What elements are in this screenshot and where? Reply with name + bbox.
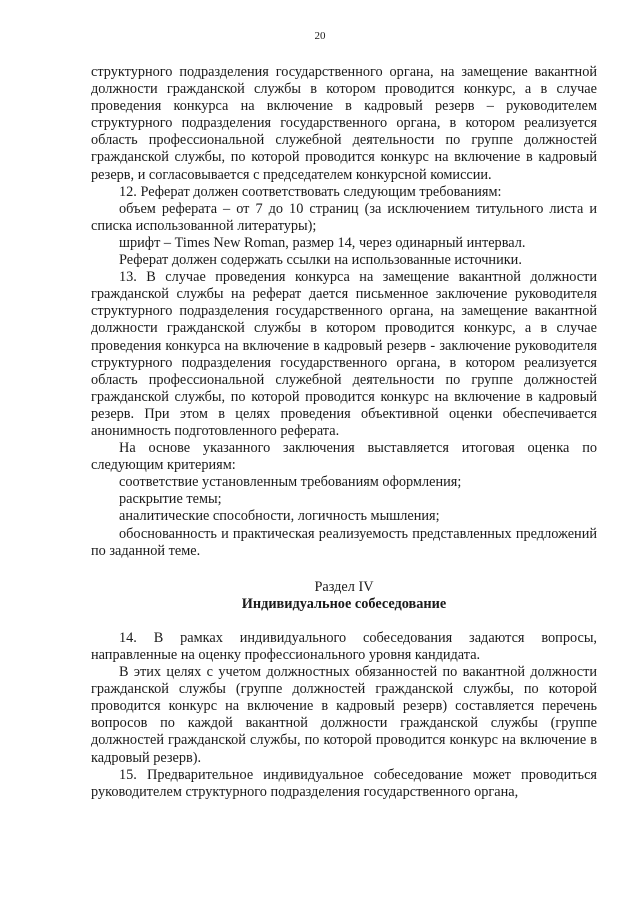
paragraph-group-after <box>91 630 597 801</box>
document-body <box>91 64 597 801</box>
paragraph: В этих целях с учетом должностных обязанностей по вакантной должности гражданской службы (группе должностей гражданской службы, по которой проводится конкурс на включение в кадровый резерв) составляется перечень вопросов по каждой вакантной должности гражданской службы (группе должностей гражданской службы, по которой проводится конкурс на включение в кадровый резерв). <box>91 664 597 766</box>
list-item: аналитические способности, логичность мышления; <box>119 508 440 525</box>
paragraph: 15. Предварительное индивидуальное собеседование может проводиться руководителем структурного подразделения государственного органа, <box>91 766 597 800</box>
paragraph: объем реферата – от 7 до 10 страниц (за исключением титульного листа и списка использованной литературы); <box>91 200 597 234</box>
paragraph: 13. В случае проведения конкурса на замещение вакантной должности гражданской службы на реферат дается письменное заключение руководителя структурного подразделения государственного органа, на замещение вакантной должности гражданской службы в котором проводится конкурс, а в случае проведения конкурса на включение в кадровый резерв - заключение руководителя структурного подразделения государственного органа, в котором реализуется область профессиональной служебной деятельности по группе должностей гражданской службы, по которой проводится конкурс на включение в кадровый резерв. При этом в целях проведения объективной оценки обеспечивается анонимность подготовленного реферата. <box>91 269 597 439</box>
section-title: Индивидуальное собеседование <box>241 595 447 612</box>
paragraph: шрифт – Times New Roman, размер 14, через одинарный интервал. <box>119 234 526 251</box>
paragraph: Реферат должен содержать ссылки на использованные источники. <box>119 252 522 269</box>
paragraph-group-before <box>91 64 597 560</box>
paragraph: На основе указанного заключения выставляется итоговая оценка по следующим критериям: <box>91 440 597 474</box>
list-item: соответствие установленным требованиям оформления; <box>119 474 462 491</box>
list-item: раскрытие темы; <box>119 491 222 508</box>
list-item: обоснованность и практическая реализуемость представленных предложений по заданной теме. <box>91 525 597 559</box>
paragraph: 12. Реферат должен соответствовать следующим требованиям: <box>119 183 502 200</box>
page-number: 20 <box>314 30 326 42</box>
section-heading: Раздел IV <box>314 578 374 595</box>
paragraph: 14. В рамках индивидуального собеседования задаются вопросы, направленные на оценку профессионального уровня кандидата. <box>91 629 597 663</box>
paragraph: структурного подразделения государственного органа, на замещение вакантной должности гражданской службы в котором проводится конкурс, а в случае проведения конкурса на включение в кадровый резерв – руководителем структурного подразделения государственного органа, в котором реализуется область профессиональной служебной деятельности по группе должностей гражданской службы, по которой проводится конкурс на включение в кадровый резерв, и согласовывается с председателем конкурсной комиссии. <box>91 64 597 183</box>
